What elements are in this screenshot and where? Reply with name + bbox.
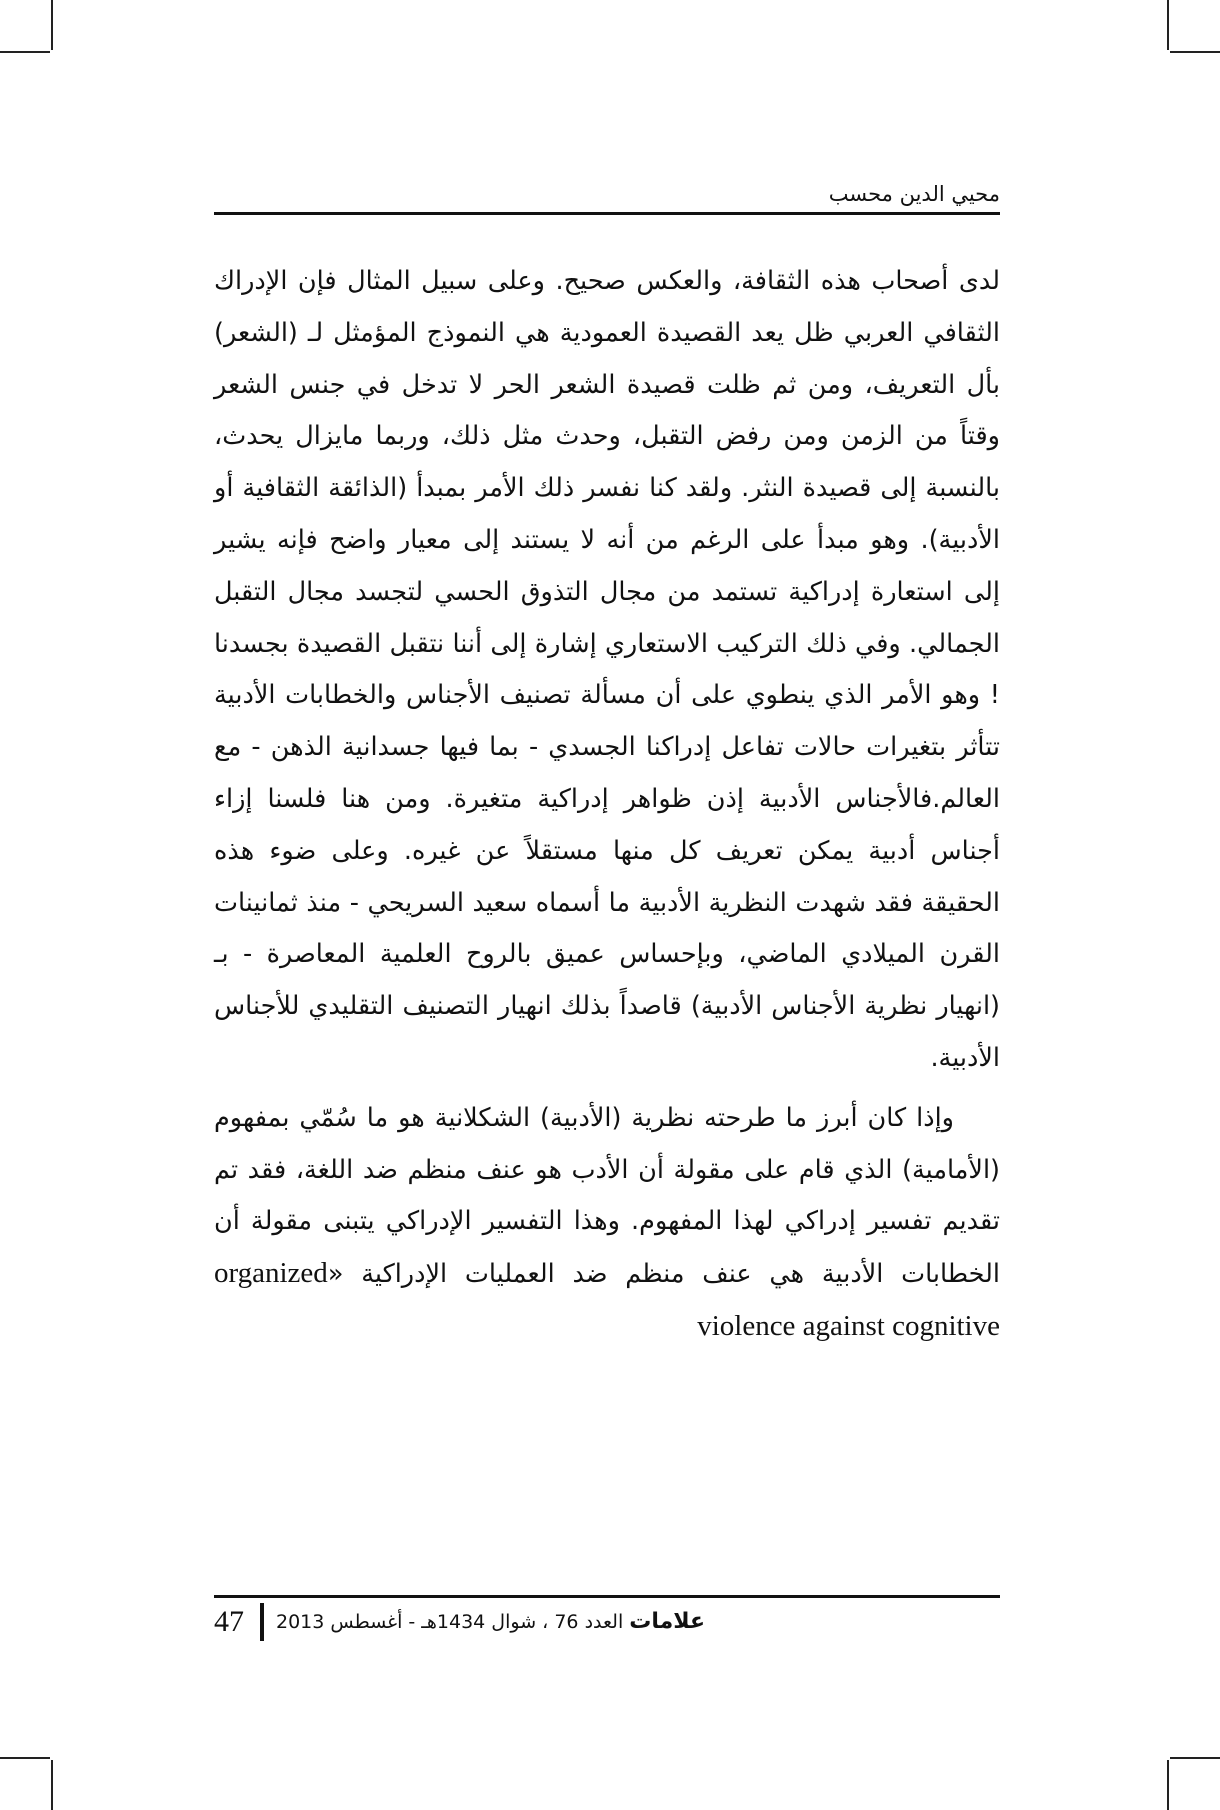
crop-mark-top-left-vertical xyxy=(51,0,53,50)
paragraph-2 xyxy=(214,1093,1000,1354)
crop-mark-bottom-left-vertical xyxy=(51,1760,53,1810)
article-body xyxy=(214,256,1000,1354)
footer-issue-info xyxy=(276,1602,705,1642)
page-number: 47 xyxy=(214,1605,244,1638)
crop-mark-top-right-horizontal xyxy=(1170,51,1220,53)
paragraph-1: لدى أصحاب هذه الثقافة، والعكس صحيح. وعلى سبيل المثال فإن الإدراك الثقافي العربي ظل يعد القصيدة العمودية هي النموذج المؤمثل لـ (الشعر) بأل التعريف، ومن ثم ظلت قصيدة الشعر الحر لا تدخل في جنس الشعر وقتاً من الزمن ومن رفض التقبل، وحدث مثل ذلك، وربما مايزال يحدث، بالنسبة إلى قصيدة النثر. ولقد كنا نفسر ذلك الأمر بمبدأ (الذائقة الثقافية أو الأدبية). وهو مبدأ على الرغم من أنه لا يستند إلى معيار واضح فإنه يشير إلى استعارة إدراكية تستمد من مجال التذوق الحسي لتجسد مجال التقبل الجمالي. وفي ذلك التركيب الاستعاري إشارة إلى أننا نتقبل القصيدة بجسدنا ! وهو الأمر الذي ينطوي على أن مسألة تصنيف الأجناس والخطابات الأدبية تتأثر بتغيرات حالات تفاعل إدراكنا الجسدي - بما فيها جسدانية الذهن - مع العالم.فالأجناس الأدبية إذن ظواهر إدراكية متغيرة. ومن هنا فلسنا إزاء أجناس أدبية يمكن تعريف كل منها مستقلاً عن غيره. وعلى ضوء هذه الحقيقة فقد شهدت النظرية الأدبية ما أسماه سعيد السريحي - منذ ثمانينات القرن الميلادي الماضي، وبإحساس عميق بالروح العلمية المعاصرة - بـ (انهيار نظرية الأجناس الأدبية) قاصداً بذلك انهيار التصنيف التقليدي للأجناس الأدبية. xyxy=(214,266,1000,1073)
issue-details: العدد 76 ، شوال 1434هـ - أغسطس 2013 xyxy=(276,1611,624,1633)
paragraph-2-english-text: organized violence against cognitive xyxy=(214,1257,1000,1342)
crop-mark-bottom-right-horizontal xyxy=(1170,1757,1220,1759)
magazine-logo-text: علامات xyxy=(629,1609,706,1634)
crop-mark-top-left-horizontal xyxy=(0,51,50,53)
footer-separator-bar xyxy=(260,1603,264,1641)
paragraph-2-arabic-text: وإذا كان أبرز ما طرحته نظرية (الأدبية) الشكلانية هو ما سُمّي بمفهوم (الأمامية) الذي قام على مقولة أن الأدب هو عنف منظم ضد اللغة، فقد تم تقديم تفسير إدراكي لهذا المفهوم. وهذا التفسير الإدراكي يتبنى مقولة أن الخطابات الأدبية هي عنف منظم ضد العمليات الإدراكية « xyxy=(214,1102,1000,1290)
header-rule xyxy=(214,212,1000,215)
running-header-author: محيي الدين محسب xyxy=(828,182,1000,206)
footer-rule xyxy=(214,1595,1000,1598)
page-footer xyxy=(214,1602,1000,1642)
crop-mark-bottom-right-vertical xyxy=(1167,1760,1169,1810)
crop-mark-bottom-left-horizontal xyxy=(0,1757,50,1759)
crop-mark-top-right-vertical xyxy=(1167,0,1169,50)
